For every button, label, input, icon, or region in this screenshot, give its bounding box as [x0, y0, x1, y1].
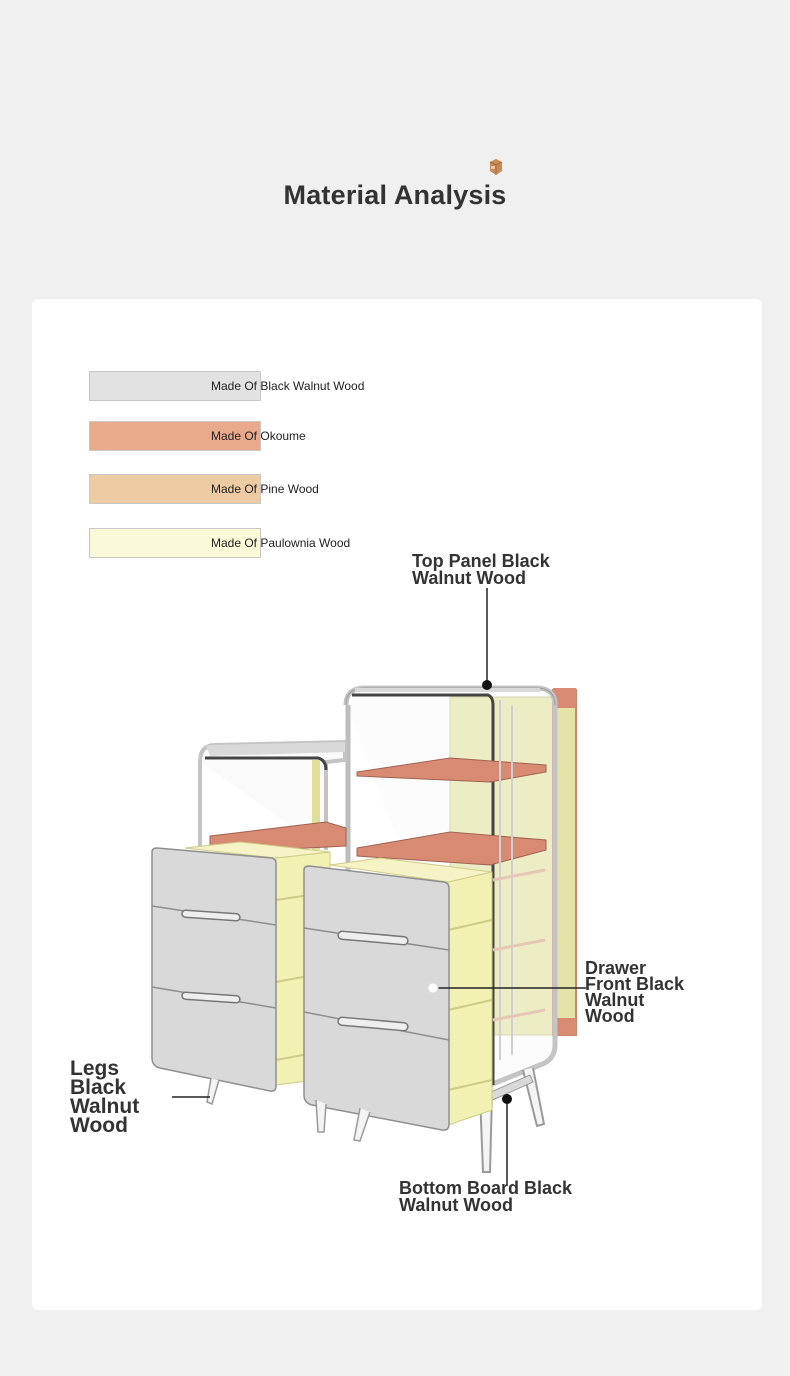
- legend-label: Made Of Black Walnut Wood: [211, 379, 365, 393]
- callout-legs: Legs Black Walnut Wood: [70, 1057, 140, 1137]
- callout-bottom-board: Bottom Board Black Walnut Wood: [399, 1178, 573, 1215]
- callout-dot: [428, 983, 438, 993]
- legend-label: Made Of Pine Wood: [211, 482, 319, 496]
- legend-label: Made Of Paulownia Wood: [211, 536, 351, 550]
- drawer-front: [152, 848, 276, 1091]
- legend-label: Made Of Okoume: [211, 429, 306, 443]
- callout-drawer-front: Drawer Front Black Walnut Wood: [585, 958, 685, 1026]
- drawer-stack-right: [304, 858, 492, 1141]
- callout-dot: [482, 680, 492, 690]
- page-title: Material Analysis: [283, 180, 507, 210]
- callout-top-panel: Top Panel Black Walnut Wood: [412, 551, 550, 588]
- short-cabinet: [200, 742, 346, 852]
- drawer-front: [304, 866, 449, 1130]
- callout-dot: [502, 1094, 512, 1104]
